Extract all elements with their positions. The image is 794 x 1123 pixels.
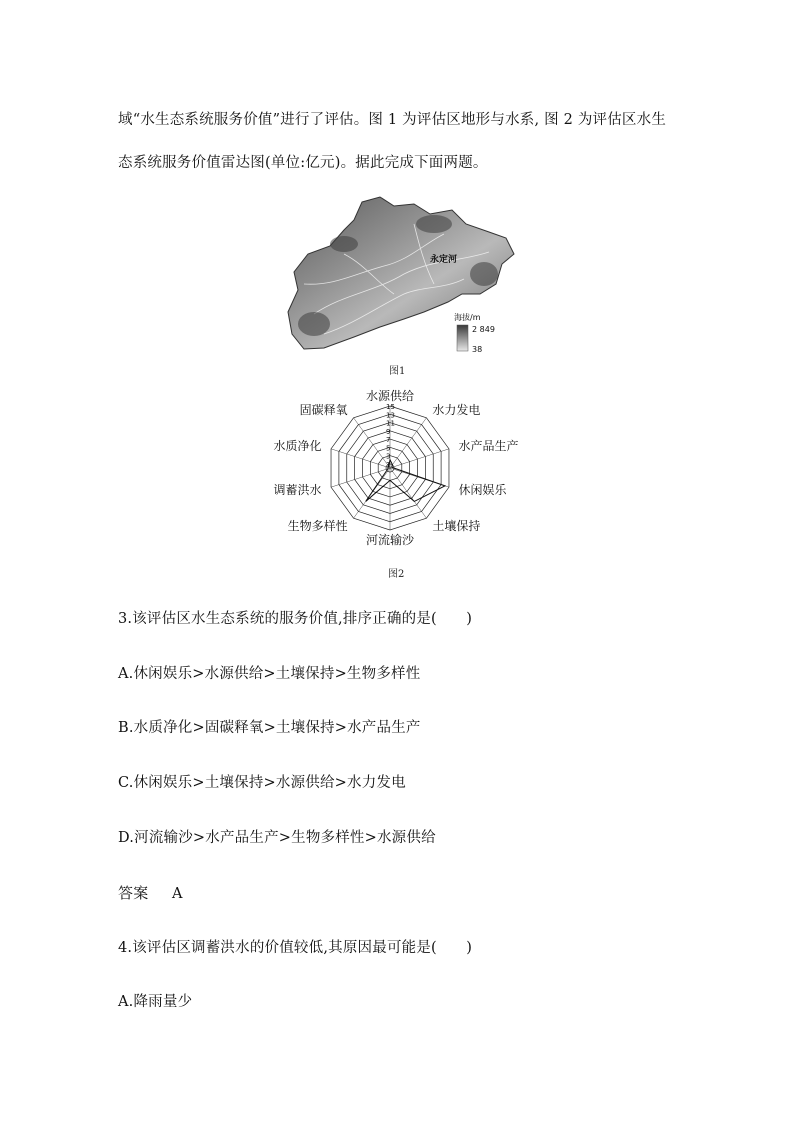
radar-chart: [264, 388, 534, 563]
legend-max: 2 849: [472, 325, 495, 334]
legend-bar: [457, 325, 468, 351]
radar-axis-label: 水产品生产: [458, 438, 519, 453]
radar-spoke: [390, 449, 449, 468]
radar-axis-label: 水力发电: [432, 402, 481, 417]
answer-row: [118, 882, 183, 903]
legend-title: 海拔/m: [454, 313, 481, 322]
q4-option-a: A.降雨量少: [118, 994, 193, 1010]
radar-axis-label: 水源供给: [365, 389, 415, 403]
radar-axis-label: 土壤保持: [432, 519, 481, 534]
radar-tick-label: 7: [386, 436, 391, 445]
figure2-caption: 图2: [388, 569, 405, 580]
intro-line-2: 态系统服务价值雷达图(单位:亿元)。据此完成下面两题。: [118, 155, 488, 171]
radar-axis-label: 生物多样性: [287, 519, 348, 534]
answer-value: A: [172, 886, 183, 902]
q3-option-d: D.河流输沙>水产品生产>生物多样性>水源供给: [118, 830, 436, 846]
radar-axis-label: 固碳释氧: [299, 402, 348, 417]
radar-spoke: [331, 449, 390, 468]
radar-spoke: [331, 468, 390, 487]
radar-tick-label: 5: [386, 444, 391, 453]
figure1-caption: 图1: [389, 366, 406, 377]
radar-spoke: [390, 418, 426, 468]
answer-label: 答案: [118, 884, 149, 902]
radar-tick-label: 1: [386, 460, 391, 469]
radar-tick-label: 9: [386, 427, 391, 436]
radar-tick-label: 3: [386, 452, 391, 461]
legend-min: 38: [472, 345, 483, 354]
radar-axis-label: 调蓄洪水: [273, 483, 322, 498]
radar-tick-label: 13: [386, 411, 395, 420]
radar-axis-label: 河流输沙: [365, 533, 415, 547]
q3-option-b: B.水质净化>固碳释氧>土壤保持>水产品生产: [118, 720, 421, 736]
radar-spoke: [354, 418, 390, 468]
radar-tick-label: 11: [386, 419, 395, 428]
q3-option-a: A.休闲娱乐>水源供给>土壤保持>生物多样性: [118, 666, 421, 682]
q4-stem: 4.该评估区调蓄洪水的价值较低,其原因最可能是( ): [118, 940, 473, 956]
radar-axis-label: 水质净化: [273, 438, 322, 453]
q3-option-c: C.休闲娱乐>土壤保持>水源供给>水力发电: [118, 775, 406, 791]
radar-tick-label: 15: [386, 403, 395, 411]
q3-stem: 3.该评估区水生态系统的服务价值,排序正确的是( ): [118, 611, 473, 627]
radar-spoke: [390, 468, 426, 518]
radar-axis-label: 休闲娱乐: [458, 483, 507, 498]
intro-line-1: 域“水生态系统服务价值”进行了评估。图 1 为评估区地形与水系, 图 2 为评估区水生: [118, 112, 667, 128]
terrain-map: [284, 194, 524, 360]
river-label: 永定河: [430, 255, 458, 265]
